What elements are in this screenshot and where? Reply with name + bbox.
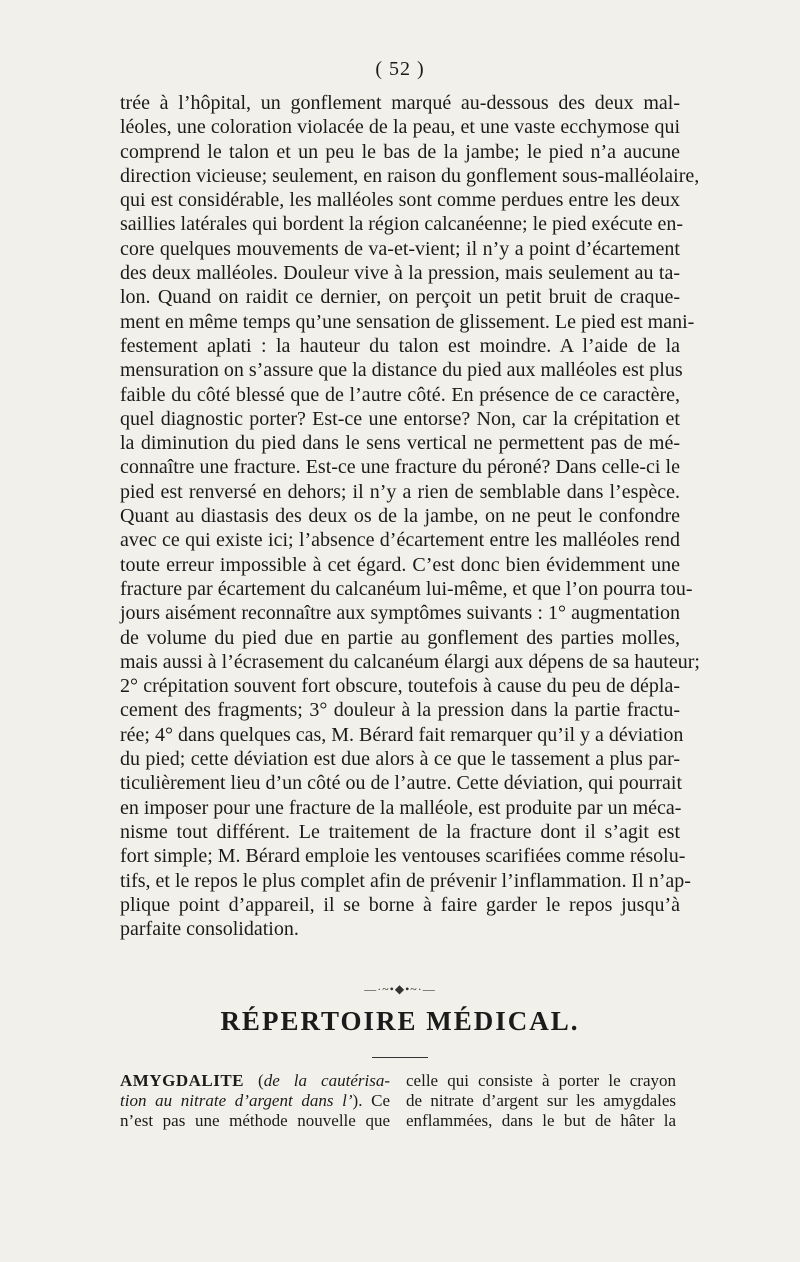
text-line: faible du côté blessé que de l’autre côté. En présence de ce caractère, [120,383,680,406]
text-line: comprend le talon et un peu le bas de la jambe; le pied n’a aucune [120,140,680,163]
entry-subtitle: tion au nitrate d’argent dans l’ [120,1091,353,1110]
text-line: mensuration on s’assure que la distance du pied aux malléoles est plus [120,359,683,382]
text-line: tifs, et le repos le plus complet afin de prévenir l’inflammation. Il n’ap- [120,869,691,892]
text-line: connaître une fracture. Est-ce une fracture du péroné? Dans celle-ci le [120,456,680,479]
text-line: avec ce qui existe ici; l’absence d’écartement entre les malléoles rend [120,529,680,552]
text-line: la diminution du pied dans le sens vertical ne permettent pas de mé- [120,432,680,455]
text-line: jours aisément reconnaître aux symptômes suivants : 1° augmentation [120,602,680,625]
section-ornament: —·~•◆•~·— [364,982,436,996]
text-line: fracture par écartement du calcanéum lui-même, et que l’on pourra tou- [120,577,693,600]
text-line: trée à l’hôpital, un gonflement marqué au-dessous des deux mal- [120,92,680,114]
text-line: ticulièrement lieu d’un côté ou de l’autre. Cette déviation, qui pourrait [120,772,683,795]
text-line: toute erreur impossible à cet égard. C’est donc bien évidemment une [120,553,680,576]
text-line-final: parfaite consolidation. [120,918,299,941]
text-line: lon. Quand on raidit ce dernier, on perçoit un petit bruit de craque- [120,286,680,309]
text-line: ment en même temps qu’une sensation de glissement. Le pied est mani- [120,310,695,333]
text-line: de volume du pied due en partie au gonflement des parties molles, [120,626,680,649]
entry-headword: AMYGDALITE [120,1071,245,1090]
text-line: cement des fragments; 3° douleur à la pression dans la partie fractu- [120,699,680,722]
left-column [120,1071,390,1131]
entry-subtitle: de la cautérisa- [263,1071,390,1090]
text-line: direction vicieuse; seulement, en raison du gonflement sous-malléolaire, [120,164,700,187]
entry-paren: ( [244,1071,264,1090]
text-line: Quant au diastasis des deux os de la jambe, on ne peut le confondre [120,505,680,528]
text-line: du pied; cette déviation est due alors à ce que le tassement a plus par- [120,748,680,771]
text-line: pied est renversé en dehors; il n’y a rien de semblable dans l’espèce. [120,480,680,503]
text-line: qui est considérable, les malléoles sont comme perdues entre les deux [120,189,680,212]
text-line: 2° crépitation souvent fort obscure, toutefois à cause du peu de dépla- [120,675,680,698]
column-line: celle qui consiste à porter le crayon [406,1071,676,1090]
text-line: des deux malléoles. Douleur vive à la pression, mais seulement au ta- [120,262,680,285]
page-number: ( 52 ) [375,58,425,80]
column-line: de nitrate d’argent sur les amygdales [406,1091,676,1110]
text-line: léoles, une coloration violacée de la peau, et une vaste ecchymose qui [120,116,680,139]
text-line: nisme tout différent. Le traitement de la fracture dont il s’agit est [120,820,680,843]
body-paragraph [120,91,700,941]
column-line [120,1071,390,1091]
text-line: en imposer pour une fracture de la malléole, est produite par un méca- [120,796,682,819]
text-line: mais aussi à l’écrasement du calcanéum élargi aux dépens de sa hauteur; [120,650,700,673]
entry-paren-close: ). Ce [352,1091,390,1110]
section-title: RÉPERTOIRE MÉDICAL. [220,1006,580,1036]
text-line: plique point d’appareil, il se borne à faire garder le repos jusqu’à [120,893,680,916]
text-line: quel diagnostic porter? Est-ce une entorse? Non, car la crépitation et [120,407,680,430]
right-column [406,1071,676,1131]
column-line: enflammées, dans le but de hâter la [406,1111,676,1130]
column-line: n’est pas une méthode nouvelle que [120,1111,390,1130]
text-line: core quelques mouvements de va-et-vient; il n’y a point d’écartement [120,237,680,260]
text-line: saillies latérales qui bordent la région calcanéenne; le pied exécute en- [120,213,684,236]
text-line: festement aplati : la hauteur du talon est moindre. A l’aide de la [120,334,680,357]
text-line: rée; 4° dans quelques cas, M. Bérard fait remarquer qu’il y a déviation [120,723,684,746]
title-rule [372,1057,428,1058]
column-line [120,1091,390,1111]
text-line: fort simple; M. Bérard emploie les ventouses scarifiées comme résolu- [120,845,686,868]
